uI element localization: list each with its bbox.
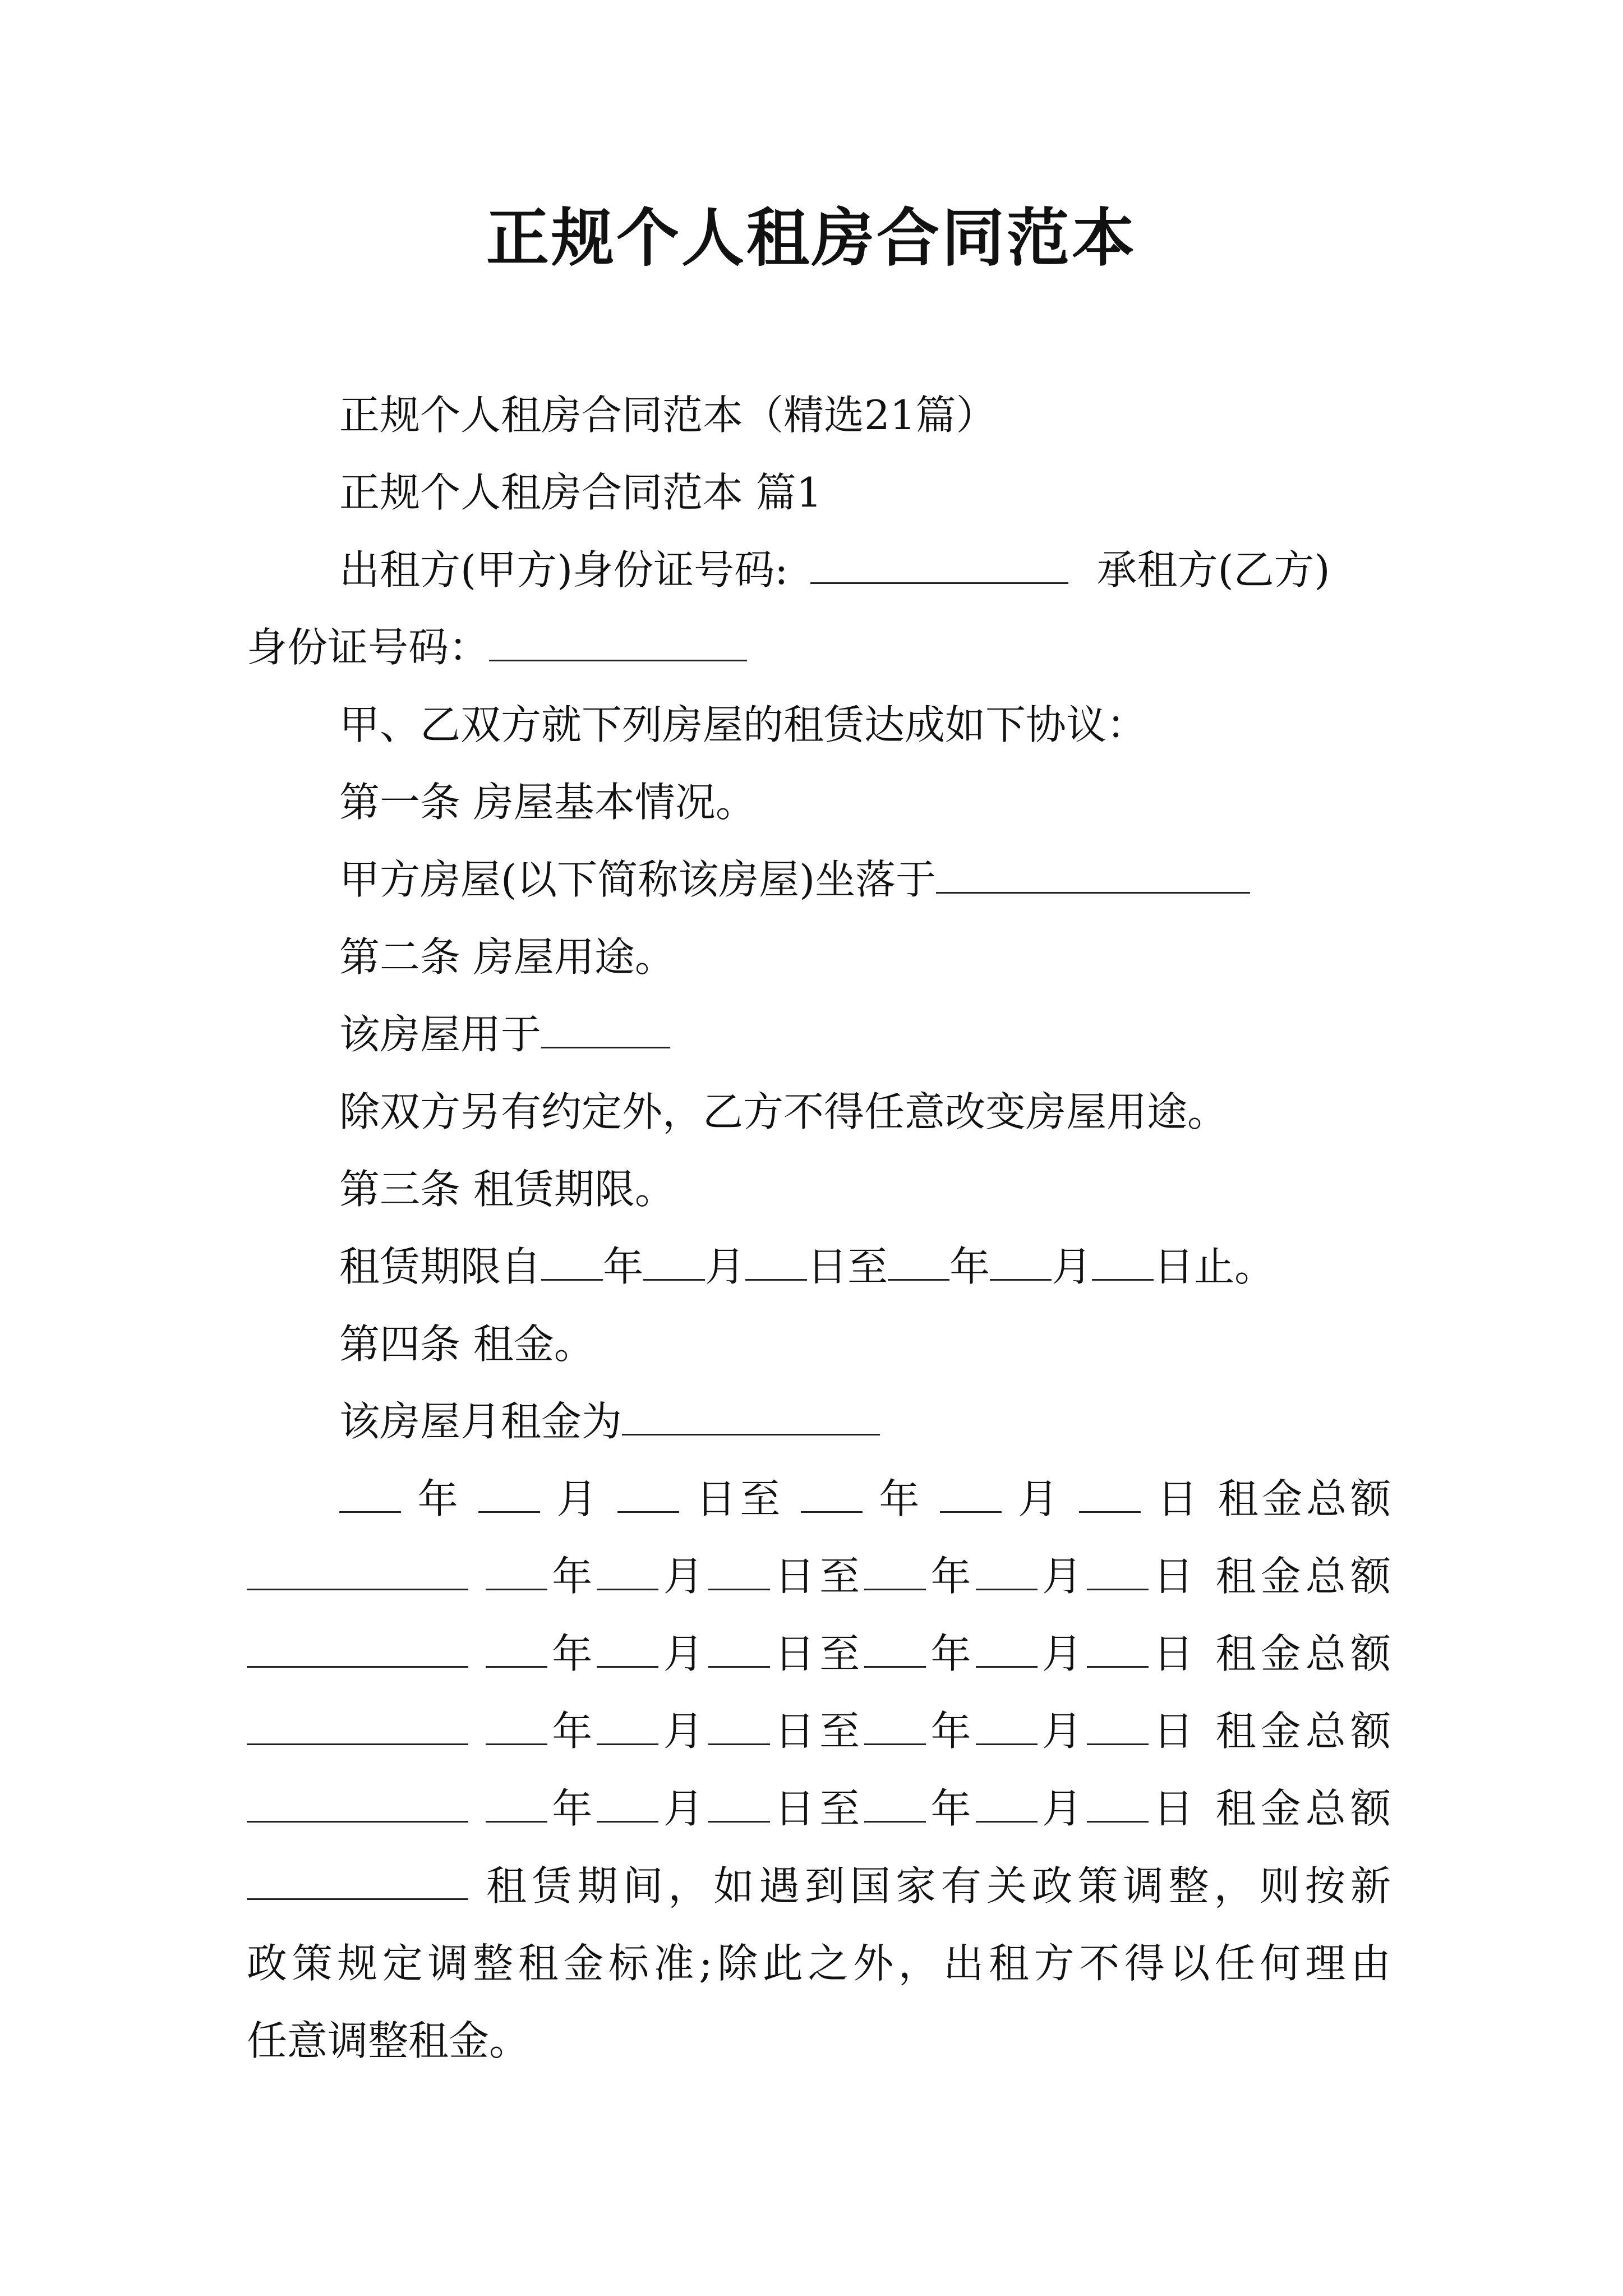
rent-total-label: 租金总额 — [1215, 1785, 1391, 1832]
to-word: 日至 — [769, 1708, 865, 1755]
year-word: 年 — [603, 1243, 644, 1290]
day-word: 日 — [1149, 1708, 1198, 1755]
day-word: 日 — [1157, 1475, 1202, 1522]
day-blank — [1087, 1549, 1149, 1590]
rent-total-label: 租金总额 — [1218, 1475, 1391, 1522]
day-blank — [708, 1627, 770, 1668]
lessee-id-line — [247, 619, 1391, 675]
day-blank — [1087, 1704, 1149, 1745]
year-blank — [864, 1549, 926, 1590]
lessee-label: 承租方(乙方) — [1096, 546, 1330, 593]
to-word: 日至 — [769, 1553, 865, 1600]
day-blank — [708, 1782, 770, 1823]
rent-total-blank — [247, 1704, 468, 1745]
year-blank — [486, 1704, 547, 1745]
article2-note: 除双方另有约定外，乙方不得任意改变房屋用途。 — [339, 1088, 1228, 1135]
rent-total-blank — [247, 1549, 468, 1590]
article1-title: 第一条 房屋基本情况。 — [339, 779, 756, 826]
rent-total-label: 租金总额 — [1215, 1630, 1391, 1677]
year-word: 年 — [949, 1243, 990, 1290]
year-blank — [486, 1549, 547, 1590]
to-word: 日至 — [695, 1475, 785, 1522]
day-blank — [617, 1472, 679, 1513]
month-word: 月 — [556, 1475, 601, 1522]
month-blank — [597, 1627, 658, 1668]
month-blank — [976, 1704, 1038, 1745]
lease-term-line — [247, 1239, 1391, 1295]
rent-adjust-line-2: 政策规定调整租金标准;除此之外，出租方不得以任何理由 — [247, 1940, 1391, 1987]
document-title: 正规个人租房合同范本 — [486, 201, 1137, 275]
monthly-rent-blank — [622, 1395, 880, 1435]
lease-term-prefix: 租赁期限自 — [339, 1243, 542, 1290]
start-year-blank — [541, 1240, 603, 1281]
year-blank — [864, 1627, 926, 1668]
day-blank — [1087, 1782, 1149, 1823]
usage-blank — [541, 1007, 670, 1048]
article1-line — [247, 852, 1391, 908]
month-blank — [976, 1627, 1038, 1668]
day-blank — [1079, 1472, 1141, 1513]
rent-adjust-line-1 — [247, 1858, 1391, 1914]
article4-text: 该房屋月租金为 — [339, 1398, 623, 1445]
article2-text: 该房屋用于 — [339, 1011, 542, 1058]
year-word: 年 — [879, 1475, 924, 1522]
day-word: 日 — [1149, 1785, 1198, 1832]
rent-period-row — [247, 1471, 1391, 1527]
end-word: 日止。 — [1154, 1243, 1275, 1290]
rent-period-row — [247, 1548, 1391, 1604]
month-blank — [597, 1782, 658, 1823]
year-word: 年 — [417, 1475, 462, 1522]
month-word: 月 — [1052, 1243, 1092, 1290]
month-blank — [597, 1704, 658, 1745]
to-word: 日至 — [769, 1785, 865, 1832]
year-word: 年 — [926, 1708, 976, 1755]
end-day-blank — [1092, 1240, 1154, 1281]
year-blank — [864, 1782, 926, 1823]
year-word: 年 — [547, 1553, 597, 1600]
agreement-intro: 甲、乙双方就下列房屋的租赁达成如下协议： — [339, 701, 1147, 748]
month-word: 月 — [1037, 1553, 1087, 1600]
year-word: 年 — [926, 1553, 976, 1600]
day-blank — [1087, 1627, 1149, 1668]
month-blank — [976, 1549, 1038, 1590]
article4-line — [247, 1393, 1391, 1450]
month-word: 月 — [1018, 1475, 1063, 1522]
rent-total-blank — [247, 1859, 468, 1900]
year-word: 年 — [926, 1630, 976, 1677]
month-blank — [478, 1472, 540, 1513]
day-word: 日 — [1149, 1553, 1198, 1600]
month-word: 月 — [705, 1243, 746, 1290]
lessee-id-label: 身份证号码： — [247, 624, 490, 671]
year-word: 年 — [547, 1630, 597, 1677]
article3-title: 第三条 租赁期限。 — [339, 1166, 675, 1213]
rent-total-blank — [247, 1782, 468, 1823]
year-blank — [339, 1472, 401, 1513]
month-word: 月 — [658, 1708, 708, 1755]
article2-line — [247, 1006, 1391, 1062]
month-blank — [940, 1472, 1002, 1513]
rent-adjust-text: 租赁期间，如遇到国家有关政策调整，则按新 — [486, 1862, 1391, 1910]
article1-text: 甲方房屋(以下简称该房屋)坐落于 — [339, 856, 937, 903]
year-blank — [486, 1782, 547, 1823]
section-heading: 正规个人租房合同范本 篇1 — [339, 469, 822, 516]
end-month-blank — [990, 1240, 1052, 1281]
start-day-blank — [745, 1240, 807, 1281]
year-blank — [801, 1472, 863, 1513]
address-blank — [936, 853, 1250, 894]
day-blank — [708, 1704, 770, 1745]
rent-total-label: 租金总额 — [1215, 1708, 1391, 1755]
year-word: 年 — [926, 1785, 976, 1832]
article4-title: 第四条 租金。 — [339, 1320, 594, 1368]
rent-adjust-line-3: 任意调整租金。 — [247, 2017, 530, 2064]
month-word: 月 — [1037, 1785, 1087, 1832]
article2-title: 第二条 房屋用途。 — [339, 933, 675, 981]
to-word: 日至 — [807, 1243, 888, 1290]
year-blank — [486, 1627, 547, 1668]
month-blank — [976, 1782, 1038, 1823]
year-word: 年 — [547, 1785, 597, 1832]
month-word: 月 — [658, 1553, 708, 1600]
lessor-id-label: 出租方(甲方)身份证号码: — [339, 546, 789, 593]
day-blank — [708, 1549, 770, 1590]
rent-period-row — [247, 1626, 1391, 1682]
day-word: 日 — [1149, 1630, 1198, 1677]
start-month-blank — [643, 1240, 705, 1281]
month-word: 月 — [658, 1630, 708, 1677]
lessor-id-line — [247, 542, 1391, 598]
subtitle: 正规个人租房合同范本（精选21篇） — [339, 392, 997, 439]
rent-period-row — [247, 1703, 1391, 1759]
lessor-id-blank — [810, 543, 1068, 584]
to-word: 日至 — [769, 1630, 865, 1677]
year-word: 年 — [547, 1708, 597, 1755]
lessee-id-blank — [489, 620, 747, 661]
year-blank — [864, 1704, 926, 1745]
rent-total-label: 租金总额 — [1215, 1553, 1391, 1600]
rent-total-blank — [247, 1627, 468, 1668]
month-word: 月 — [1037, 1630, 1087, 1677]
month-word: 月 — [658, 1785, 708, 1832]
month-word: 月 — [1037, 1708, 1087, 1755]
rent-period-row — [247, 1780, 1391, 1837]
month-blank — [597, 1549, 658, 1590]
end-year-blank — [888, 1240, 949, 1281]
